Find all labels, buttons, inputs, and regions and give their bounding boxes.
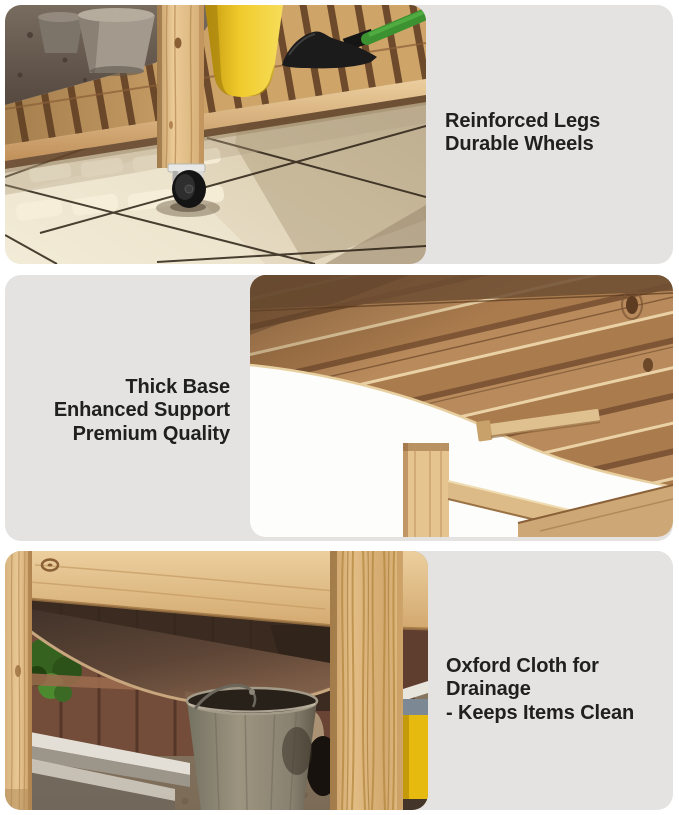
table-underside-photo [250,275,673,537]
cart-caster-wheel-illustration [5,5,426,264]
left-leg [5,551,32,810]
caption-line: Premium Quality [72,422,230,445]
caption-reinforced-legs [445,110,600,157]
table-leg [403,443,449,537]
caption-thick-base [5,376,230,446]
oxford-cloth-illustration [5,551,428,810]
caption-oxford-cloth [446,655,634,725]
caption-line: Reinforced Legs [445,110,601,132]
right-post [330,551,403,810]
feature-panel-thick-base [5,275,673,541]
table-underside-illustration [250,275,673,537]
caption-line: Enhanced Support [53,399,230,422]
cart-caster-wheel-photo [5,5,426,264]
caption-line: Durable Wheels [445,133,594,156]
galvanized-bucket [187,685,317,810]
background-sliver [403,611,428,810]
caption-line: Oxford Cloth for [446,655,599,677]
cart-leg [157,5,204,168]
caption-line: Thick Base [125,376,230,398]
feature-panel-oxford-cloth [5,551,673,810]
oxford-cloth-photo [5,551,428,810]
caption-line: Drainage [446,678,531,701]
caption-line: - Keeps Items Clean [446,701,635,724]
feature-panel-wheels [5,5,673,264]
